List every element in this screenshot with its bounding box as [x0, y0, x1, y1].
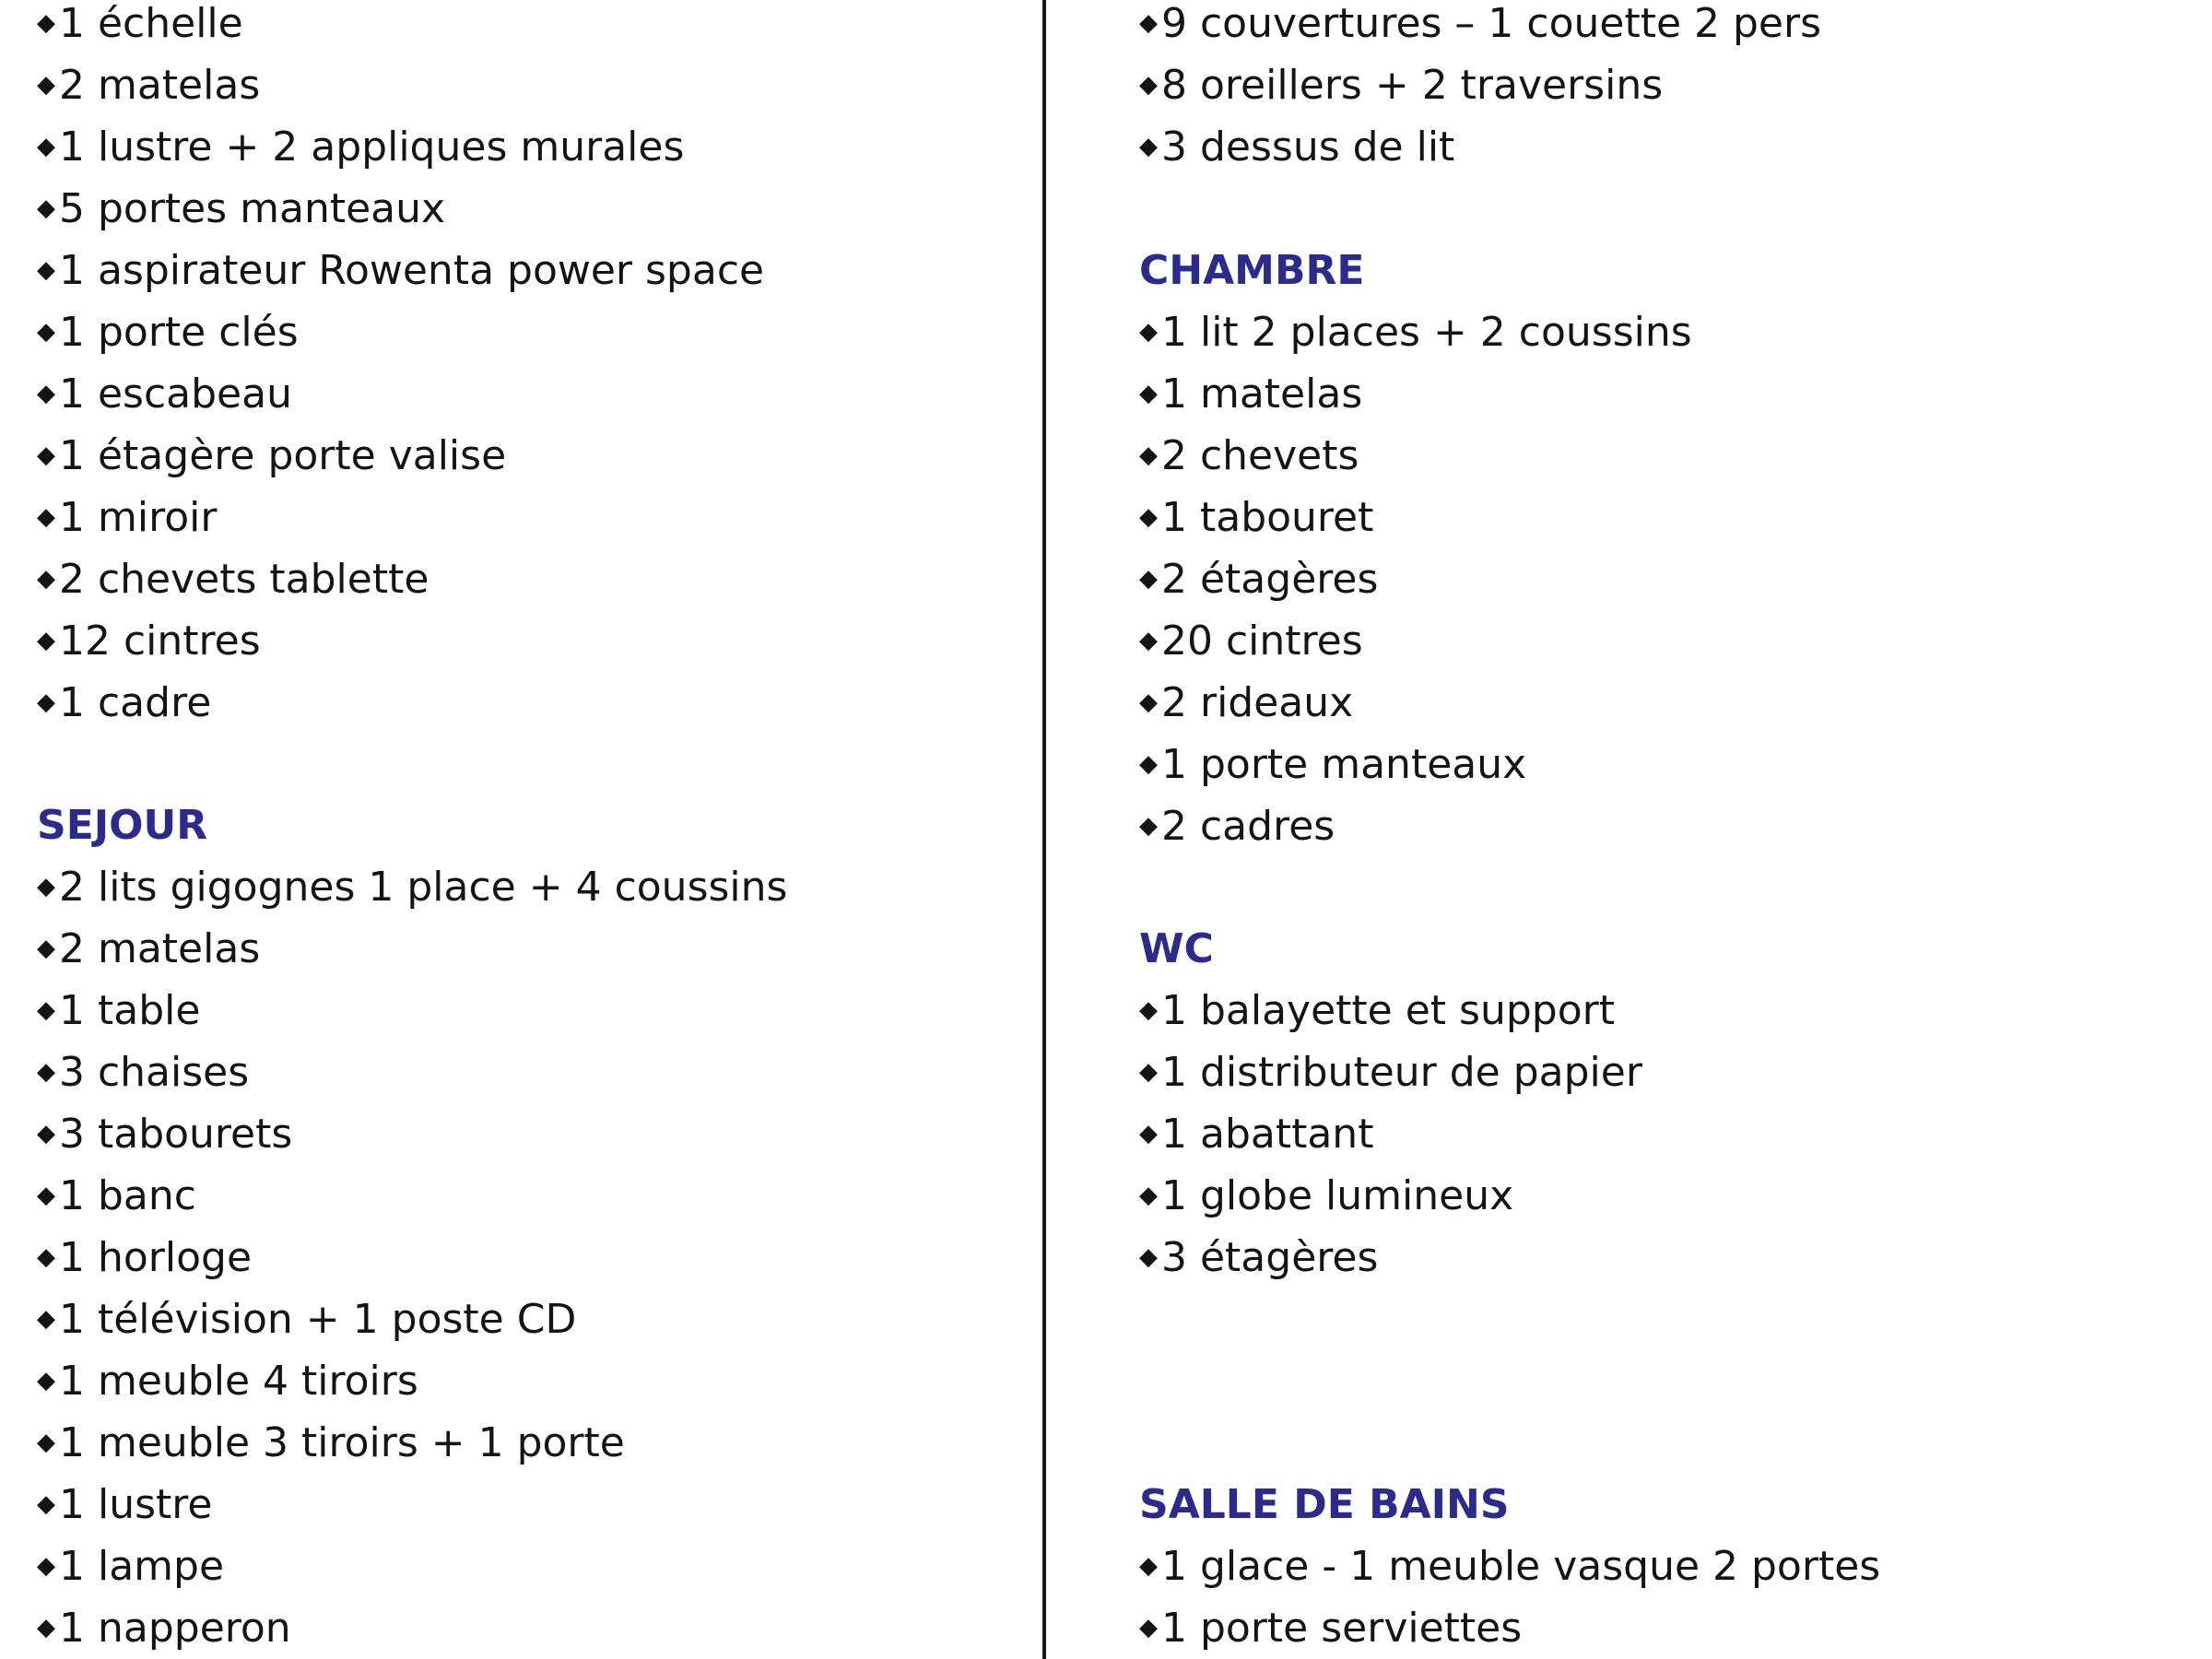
list-item: ◆1 table [37, 980, 200, 1041]
list-item: ◆1 glace - 1 meuble vasque 2 portes [1139, 1535, 1880, 1597]
diamond-bullet-icon: ◆ [37, 9, 55, 37]
list-item: ◆1 porte clés [37, 301, 299, 363]
diamond-bullet-icon: ◆ [1139, 1552, 1158, 1580]
list-item: ◆1 aspirateur Rowenta power space [37, 240, 764, 301]
diamond-bullet-icon: ◆ [37, 1614, 55, 1641]
list-item: ◆1 napperon [37, 1597, 291, 1659]
list-item: ◆1 échelle [37, 0, 243, 54]
diamond-bullet-icon: ◆ [1139, 503, 1158, 531]
list-item: ◆2 étagères [1139, 548, 1378, 610]
list-item: ◆2 chevets tablette [37, 548, 429, 610]
list-item: ◆9 couvertures – 1 couette 2 pers [1139, 0, 1821, 54]
diamond-bullet-icon: ◆ [1139, 1120, 1158, 1147]
list-item: ◆1 balayette et support [1139, 980, 1615, 1041]
section-title-sejour: SEJOUR [37, 802, 208, 849]
diamond-bullet-icon: ◆ [1139, 71, 1158, 99]
list-item: ◆8 oreillers + 2 traversins [1139, 54, 1663, 116]
list-item: ◆1 étagère porte valise [37, 425, 506, 487]
diamond-bullet-icon: ◆ [37, 873, 55, 900]
diamond-bullet-icon: ◆ [1139, 1182, 1158, 1209]
diamond-bullet-icon: ◆ [1139, 441, 1158, 469]
diamond-bullet-icon: ◆ [1139, 318, 1158, 346]
list-item: ◆1 miroir [37, 487, 217, 548]
list-item: ◆3 tabourets [37, 1103, 292, 1165]
diamond-bullet-icon: ◆ [1139, 627, 1158, 654]
list-item: ◆2 lits gigognes 1 place + 4 coussins [37, 856, 787, 918]
section-title-salle-de-bains: SALLE DE BAINS [1139, 1481, 1510, 1528]
diamond-bullet-icon: ◆ [37, 1182, 55, 1209]
diamond-bullet-icon: ◆ [37, 935, 55, 962]
list-item: ◆3 dessus de lit [1139, 116, 1454, 178]
diamond-bullet-icon: ◆ [37, 565, 55, 593]
list-item: ◆1 escabeau [37, 363, 292, 425]
diamond-bullet-icon: ◆ [37, 1243, 55, 1271]
list-item: ◆1 meuble 3 tiroirs + 1 porte [37, 1412, 625, 1474]
list-item: ◆20 cintres [1139, 610, 1363, 672]
diamond-bullet-icon: ◆ [37, 1429, 55, 1456]
diamond-bullet-icon: ◆ [37, 441, 55, 469]
diamond-bullet-icon: ◆ [37, 1552, 55, 1580]
list-item: ◆2 matelas [37, 54, 260, 116]
diamond-bullet-icon: ◆ [1139, 812, 1158, 840]
list-item: ◆1 horloge [37, 1227, 252, 1288]
diamond-bullet-icon: ◆ [1139, 9, 1158, 37]
list-item: ◆3 chaises [37, 1041, 249, 1103]
list-item: ◆1 distributeur de papier [1139, 1041, 1642, 1103]
list-item: ◆1 globe lumineux [1139, 1165, 1513, 1227]
diamond-bullet-icon: ◆ [37, 627, 55, 654]
list-item: ◆2 matelas [37, 918, 260, 980]
list-item: ◆1 abattant [1139, 1103, 1373, 1165]
diamond-bullet-icon: ◆ [37, 996, 55, 1024]
diamond-bullet-icon: ◆ [37, 1120, 55, 1147]
list-item: ◆2 chevets [1139, 425, 1359, 487]
diamond-bullet-icon: ◆ [37, 1367, 55, 1394]
diamond-bullet-icon: ◆ [1139, 1058, 1158, 1086]
list-item: ◆2 cadres [1139, 795, 1335, 857]
diamond-bullet-icon: ◆ [1139, 1614, 1158, 1641]
diamond-bullet-icon: ◆ [1139, 133, 1158, 160]
section-title-chambre: CHAMBRE [1139, 247, 1365, 294]
diamond-bullet-icon: ◆ [37, 133, 55, 160]
diamond-bullet-icon: ◆ [37, 1058, 55, 1086]
diamond-bullet-icon: ◆ [37, 71, 55, 99]
list-item: ◆1 télévision + 1 poste CD [37, 1288, 576, 1350]
list-item: ◆1 lustre + 2 appliques murales [37, 116, 684, 178]
diamond-bullet-icon: ◆ [37, 194, 55, 222]
diamond-bullet-icon: ◆ [37, 1490, 55, 1518]
list-item: ◆3 étagères [1139, 1227, 1378, 1288]
diamond-bullet-icon: ◆ [1139, 996, 1158, 1024]
diamond-bullet-icon: ◆ [37, 256, 55, 284]
list-item: ◆1 porte serviettes [1139, 1597, 1522, 1659]
list-item: ◆1 lustre [37, 1474, 212, 1535]
list-item: ◆1 porte manteaux [1139, 734, 1526, 795]
diamond-bullet-icon: ◆ [37, 688, 55, 716]
list-item: ◆1 matelas [1139, 363, 1362, 425]
list-item: ◆1 tabouret [1139, 487, 1373, 548]
list-item: ◆1 lit 2 places + 2 coussins [1139, 301, 1692, 363]
diamond-bullet-icon: ◆ [1139, 688, 1158, 716]
list-item: ◆1 cadre [37, 672, 211, 734]
list-item: ◆12 cintres [37, 610, 261, 672]
diamond-bullet-icon: ◆ [1139, 1243, 1158, 1271]
diamond-bullet-icon: ◆ [1139, 750, 1158, 778]
diamond-bullet-icon: ◆ [37, 503, 55, 531]
diamond-bullet-icon: ◆ [37, 1305, 55, 1333]
diamond-bullet-icon: ◆ [1139, 380, 1158, 407]
list-item: ◆1 banc [37, 1165, 196, 1227]
list-item: ◆1 meuble 4 tiroirs [37, 1350, 418, 1412]
list-item: ◆1 lampe [37, 1535, 224, 1597]
list-item: ◆2 rideaux [1139, 672, 1353, 734]
diamond-bullet-icon: ◆ [37, 318, 55, 346]
list-item: ◆5 portes manteaux [37, 178, 445, 240]
column-divider [1042, 0, 1046, 1659]
diamond-bullet-icon: ◆ [37, 380, 55, 407]
diamond-bullet-icon: ◆ [1139, 565, 1158, 593]
section-title-wc: WC [1139, 925, 1214, 972]
